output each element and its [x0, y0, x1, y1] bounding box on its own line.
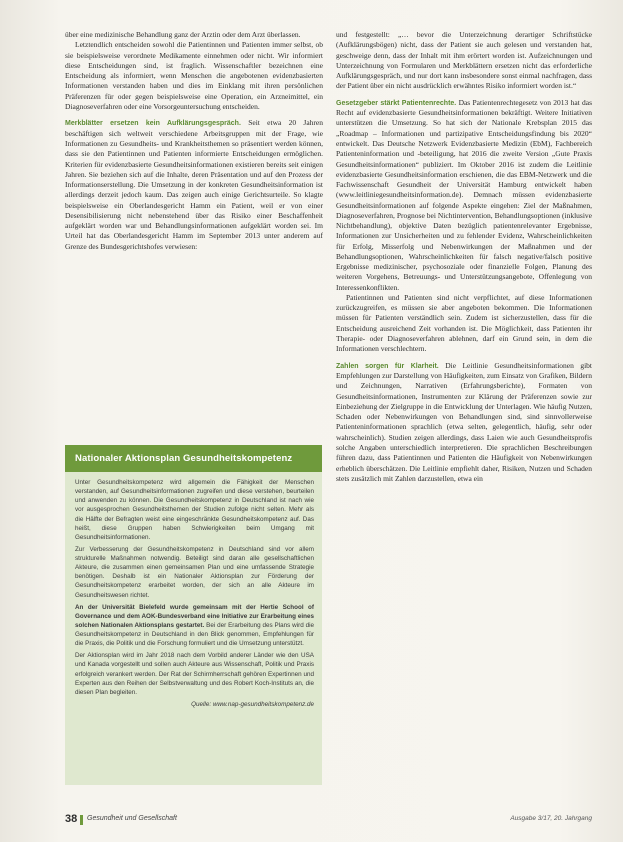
section-paragraph	[336, 98, 592, 293]
paragraph-text: Die Leitlinie Gesundheitsinformationen gibt Empfehlungen zur Darstellung von Häufigkeiten, zum Einsatz von Grafiken, Bildern und Zeichnungen, Narrativen (Erfahrungsberichte), Formaten von Gesundheitsinformationen, Instrumenten zur Klärung der Präferenzen sowie zur Einbeziehung der Zielgruppe in die Entwicklung der Unterlagen. Wie häufig Nutzen, Schaden oder Nebenwirkungen von Behandlungen sind, sind sinnvollerweise Patienteninformationen sprachlich (etwa selten, gelegentlich, häufig, sehr oder wahrscheinlich). Studien zeigen allerdings, dass Laien wie auch Gesundheitsprofis solche Angaben unterschiedlich interpretieren. Die sprachlichen Beschreibungen führen dazu, dass Patientinnen und Patienten die Häufigkeit von Nebenwirkungen erheblich überschätzen. Die Leitlinie empfiehlt daher, Risiken, Nutzen und Schaden stets zusätzlich mit Zahlen darzustellen, etwa ein	[336, 360, 592, 483]
info-paragraph: Der Aktionsplan wird im Jahr 2018 nach dem Vorbild anderer Länder wie den USA und Kanada vorgestellt und sollen auch Akteure aus Wissenschaft, Politik und Praxis erfolgreich verankert werden. Der Rat der Schirmherrschaft gehören Expertinnen und Experten aus den Reihen der Selbstverwaltung und des Robert Koch-Instituts an, die diesen Plan begleiten.	[75, 652, 314, 696]
paragraph-text: Seit etwa 20 Jahren beschäftigen sich weltweit verschiedene Arbeitsgruppen mit der Frage, wie Informationen zu Gesundheits- und Krankheitsthemen so präsentiert werden können, dass sie den Patientinnen und Patienten informierte Entscheidungen ermöglichen. Kriterien für evidenzbasierte Gesundheitsinformationen existieren bereits seit einigen Jahren. Sie beziehen sich auf die Inhalte, deren Präsentation und auf den Prozess der Informationserstellung. Die Umsetzung in der konkreten Gesundheitsinformation ist allerdings derzeit jedoch kaum. Das zeigen auch einige Gerichtsurteile. So klagte beispielsweise ein Oberlandesgericht Hamm ein Patient, weil er von einer Desensibilisierung nicht nebenstehend über das Risiko einer Beschaffenheit aufgeklärt worden war und Behandlungsinformationen aufgeklärt worden sei. Im Urteil hat das Oberlandesgericht Hamm im September 2013 unter anderem auf Grenze des Bundesgerichtshofes verwiesen:	[65, 118, 323, 251]
magazine-title: Gesundheit und Gesellschaft	[87, 815, 177, 822]
info-paragraph: Unter Gesundheitskompetenz wird allgemein die Fähigkeit der Menschen verstanden, auf Gesundheitsinformationen zugreifen und diese verstehen, beurteilen und anwenden zu können. Die Gesundheitskompetenz in Deutschland ist nach wie vor ausgesprochen Gesundheitsthemen der Studien zufolge nicht selten. Mehr als die Hälfte der Befragten weist eine eingeschränkte Gesundheitskompetenz auf. Das heißt, diese Gruppen haben Schwierigkeiten beim Umgang mit Gesundheitsinformationen.	[75, 479, 314, 541]
info-box-title: Nationaler Aktionsplan Gesundheitskompetenz	[65, 445, 322, 472]
page-number: 38	[65, 813, 78, 825]
info-paragraph: Zur Verbesserung der Gesundheitskompetenz in Deutschland sind vor allem strukturelle Maßnahmen notwendig. Beteiligt sind daran alle gesellschaftlichen Akteure, die zusammen einen gemeinsamen Plan und eine umfassende Strategie benötigen. Deshalb ist ein Nationaler Aktionsplan zur Förderung der Gesundheitskompetenz erarbeitet worden, der sich an alle Akteure im Gesundheitswesen richtet.	[75, 545, 314, 599]
section-paragraph	[65, 118, 323, 252]
section-heading: Gesetzgeber stärkt Patientenrechte.	[336, 99, 457, 107]
page-footer	[65, 813, 592, 827]
paragraph: und festgestellt: „… bevor die Unterzeichnung derartiger Schriftstücke (Aufklärungsbögen) nicht, dass der Patient sie auch gelesen und verstanden hat, geschweige denn, dass der Inhalt mit ihm erörtert worden ist. Aufzeichnungen und Unterzeichnung von Formularen und Merkblättern ersetzen nicht das erforderliche Aufklärungsgespräch, und nur dort kann insbesondere sonst einmal nachfragen, dass der Patient über ein nicht ausdrücklich erwähntes Risiko informiert worden ist.“	[336, 30, 592, 91]
info-text: Bei der Erarbeitung des Plans wird die Gesundheitskompetenz in Deutschland in den Blick genommen, Empfehlungen für die Praxis, die Politik und die Forschung formuliert und die Umsetzung unterstützt.	[75, 621, 314, 648]
accent-bar	[80, 815, 83, 825]
paragraph-text: Das Patientenrechtegesetz von 2013 hat das Recht auf evidenzbasierte Gesundheitsinformationen bekräftigt. Weitere Initiativen unterstützen die Umsetzung. So hat sich der Nationale Krebsplan 2015 das „Roadmap – Informationen und partizipative Entscheidungsfindung bis 2020“ entwickelt. Das Deutsche Netzwerk Evidenzbasierte Medizin (EbM), Fachbereich Patienteninformation und -beteiligung, hat 2016 die zweite Version „Gute Praxis Gesundheitsinformationen“ publiziert. Im Oktober 2016 ist zudem die Leitlinie evidenzbasierte Gesundheitsinformation erschienen, die das EBM-Netzwerk und die Fachwissenschaft Gesundheit der Universität Hamburg entwickelt haben (www.leitliniegesundheitsinformation.de). Demnach müssen evidenzbasierte Gesundheitsinformationen auf folgende Aspekte eingehen: Ziel der Maßnahmen, Diagnoseverfahren, Prognose bei Nichtintervention, Behandlungsoptionen (inklusive Nichtbehandlung), objektive Daten bezüglich patientenrelevanter Ergebnisse, Informationen zur Unsicherheiten und zu fehlender Evidenz, Wahrscheinlichkeiten für Erfolg, Misserfolg und Nebenwirkungen der Maßnahmen und der Behandlungsoptionen, Wahrscheinlichkeiten für falsch negative/falsch positive Ergebnisse medizinischer, psychosoziale oder finanzielle Folgen, Planung des weiteren Vorgehens, Betreuungs- und Unterstützungsangebote, Offenlegung von Interessenkonflikten.	[336, 97, 593, 292]
info-box-body	[65, 472, 322, 709]
info-paragraph	[75, 603, 314, 649]
section-paragraph	[336, 361, 592, 485]
left-column	[65, 30, 323, 252]
info-bold-text: An der Universität Bielefeld wurde gemeinsam mit der Hertie School of Governance und dem AOK-Bundesverband eine Initiative zur Erarbeitung eines solchen Nationalen Aktionsplans gestartet.	[75, 603, 314, 629]
section-heading: Zahlen sorgen für Klarheit.	[336, 362, 439, 370]
issue-info: Ausgabe 3/17, 20. Jahrgang	[510, 815, 592, 822]
paragraph: Patientinnen und Patienten sind nicht verpflichtet, auf diese Informationen zurückzugreifen, es müssen sie aber angeboten bekommen. Die Informationen müssen für Patienten verständlich sein. Zudem ist sicherzustellen, dass für die Entscheidung ausreichend Zeit vorhanden ist. Die Möglichkeit, dass Patienten ihr Therapie- oder Diagnoseverfahren ablehnen, darf ein Grund sein, in dem die Informationen verschlechtern.	[336, 292, 592, 354]
paragraph: über eine medizinische Behandlung ganz der Arztin oder dem Arzt überlassen.	[65, 30, 301, 39]
source-link[interactable]: Quelle: www.nap-gesundheitskompetenz.de	[191, 700, 314, 708]
paragraph: Letztendlich entscheiden sowohl die Patientinnen und Patienten immer selbst, ob sie beispielsweise verordnete Medikamente einnehmen oder nicht. Wir informiert diese Entscheidungen sind, ist fraglich. Wissenschaftler bezeichnen eine Entscheidung als informiert, wenn Menschen die angebotenen evidenzbasierten Informationen verstanden haben und dies im Einklang mit ihren persönlichen Präferenzen für oder gegen beispielsweise eine Operation, ein Arzneimittel, ein Diagnoseverfahren oder eine Vorsorgeuntersuchung entscheiden.	[65, 40, 323, 111]
right-column	[336, 30, 592, 484]
section-heading: Merkblätter ersetzen kein Aufklärungsgespräch.	[65, 120, 241, 128]
info-box	[65, 445, 322, 785]
